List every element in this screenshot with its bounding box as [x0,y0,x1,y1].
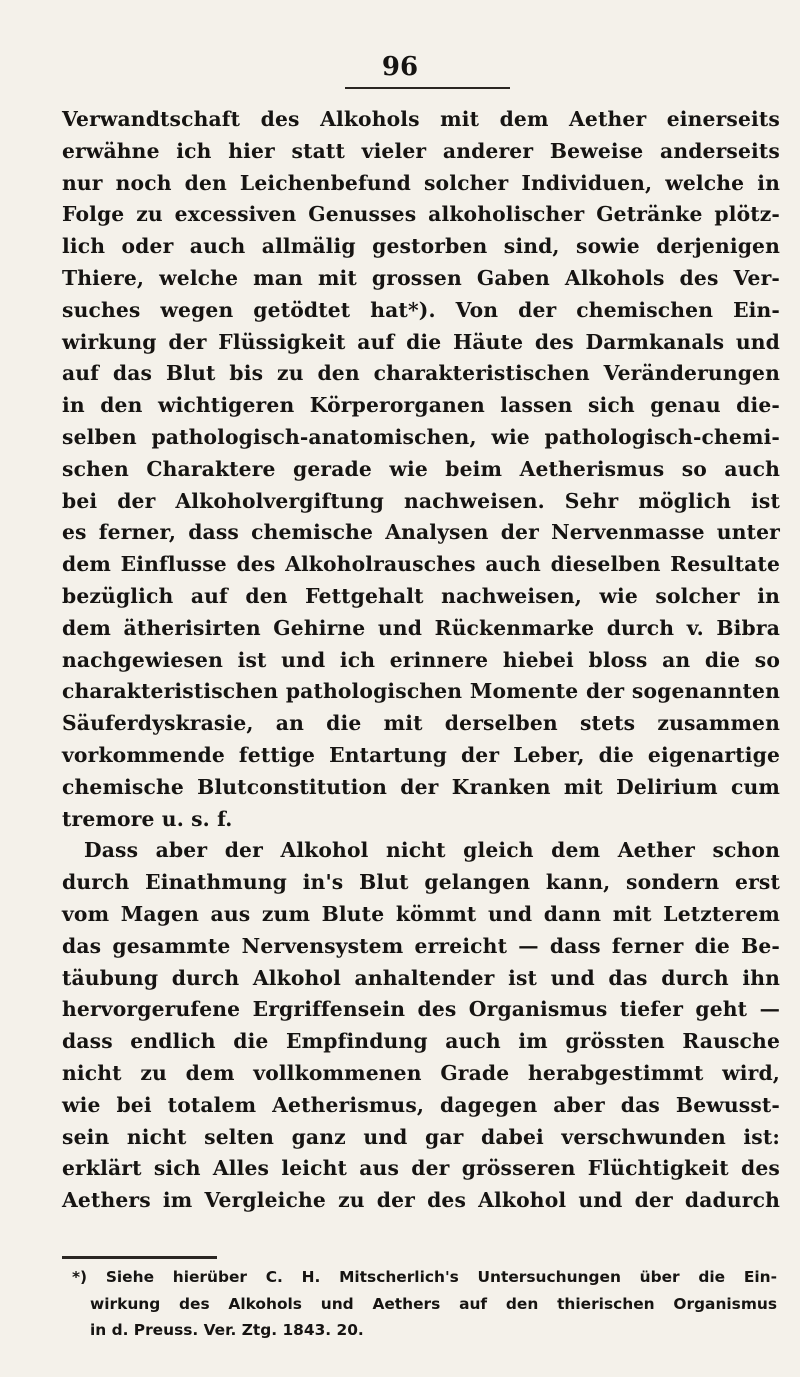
text-line: bezüglich auf den Fettgehalt nachweisen, wie solcher in [62,583,780,608]
text-line: in den wichtigeren Körperorganen lassen sich genau die- [62,393,780,418]
text-line: Verwandtschaft des Alkohols mit dem Aether einerseits [62,107,780,131]
text-line: hervorgerufene Ergriffensein des Organismus tiefer geht — [62,997,780,1022]
text-line: sein nicht selten ganz und gar dabei verschwunden ist: [62,1124,780,1149]
text-line: dem Einflusse des Alkoholrausches auch dieselben Resultate [62,552,780,577]
text-line: wirkung der Flüssigkeit auf die Häute des Darmkanals und [62,329,780,354]
text-line: charakteristischen pathologischen Momente der sogenannten [62,679,780,704]
page-number: 96 [381,52,419,82]
footnote-line: in d. Preuss. Ver. Ztg. 1843. 20. [90,1321,364,1339]
footnote-rule [62,1256,217,1259]
text-line: bei der Alkoholvergiftung nachweisen. Sehr möglich ist [62,488,780,513]
body-text [62,104,780,1217]
text-line: vorkommende fettige Entartung der Leber, die eigenartige [62,742,780,767]
text-line: vom Magen aus zum Blute kömmt und dann mit Letzterem [62,901,780,926]
text-line: selben pathologisch-anatomischen, wie pathologisch-chemi- [62,424,780,449]
text-line: Thiere, welche man mit grossen Gaben Alkohols des Ver- [62,265,780,290]
text-line: tremore u. s. f. [62,806,233,831]
text-line: schen Charaktere gerade wie beim Aetherismus so auch [62,456,780,481]
text-line: lich oder auch allmälig gestorben sind, sowie derjenigen [62,234,780,259]
text-line: dem ätherisirten Gehirne und Rückenmarke durch v. Bibra [62,615,780,640]
text-line: Säuferdyskrasie, an die mit derselben stets zusammen [62,711,780,736]
text-line: suches wegen getödtet hat*). Von der chemischen Ein- [62,297,780,322]
text-line: Aethers im Vergleiche zu der des Alkohol und der dadurch [62,1188,780,1213]
text-line: durch Einathmung in's Blut gelangen kann, sondern erst [62,870,780,895]
text-line: erklärt sich Alles leicht aus der grösseren Flüchtigkeit des [62,1156,780,1181]
text-line: erwähne ich hier statt vieler anderer Beweise anderseits [62,138,780,163]
footnote-line: wirkung des Alkohols und Aethers auf den thierischen Organismus [90,1294,777,1313]
text-line: auf das Blut bis zu den charakteristischen Veränderungen [62,361,780,386]
text-line: nachgewiesen ist und ich erinnere hiebei bloss an die so [62,647,780,672]
text-line: chemische Blutconstitution der Kranken mit Delirium cum [62,774,780,799]
header-rule [345,87,510,89]
text-line: täubung durch Alkohol anhaltender ist und das durch ihn [62,965,780,990]
footnote [72,1264,777,1344]
text-line: Folge zu excessiven Genusses alkoholischer Getränke plötz- [62,202,780,227]
footnote-line: *) Siehe hierüber C. H. Mitscherlich's Untersuchungen über die Ein- [72,1268,777,1286]
text-line: es ferner, dass chemische Analysen der Nervenmasse unter [62,520,780,545]
text-line: nur noch den Leichenbefund solcher Individuen, welche in [62,170,780,195]
text-line: wie bei totalem Aetherismus, dagegen aber das Bewusst- [62,1092,780,1117]
text-line: dass endlich die Empfindung auch im grössten Rausche [62,1029,780,1054]
text-line: nicht zu dem vollkommenen Grade herabgestimmt wird, [62,1060,780,1085]
text-line: das gesammte Nervensystem erreicht — dass ferner die Be- [62,933,780,958]
text-line: Dass aber der Alkohol nicht gleich dem Aether schon [84,838,780,863]
